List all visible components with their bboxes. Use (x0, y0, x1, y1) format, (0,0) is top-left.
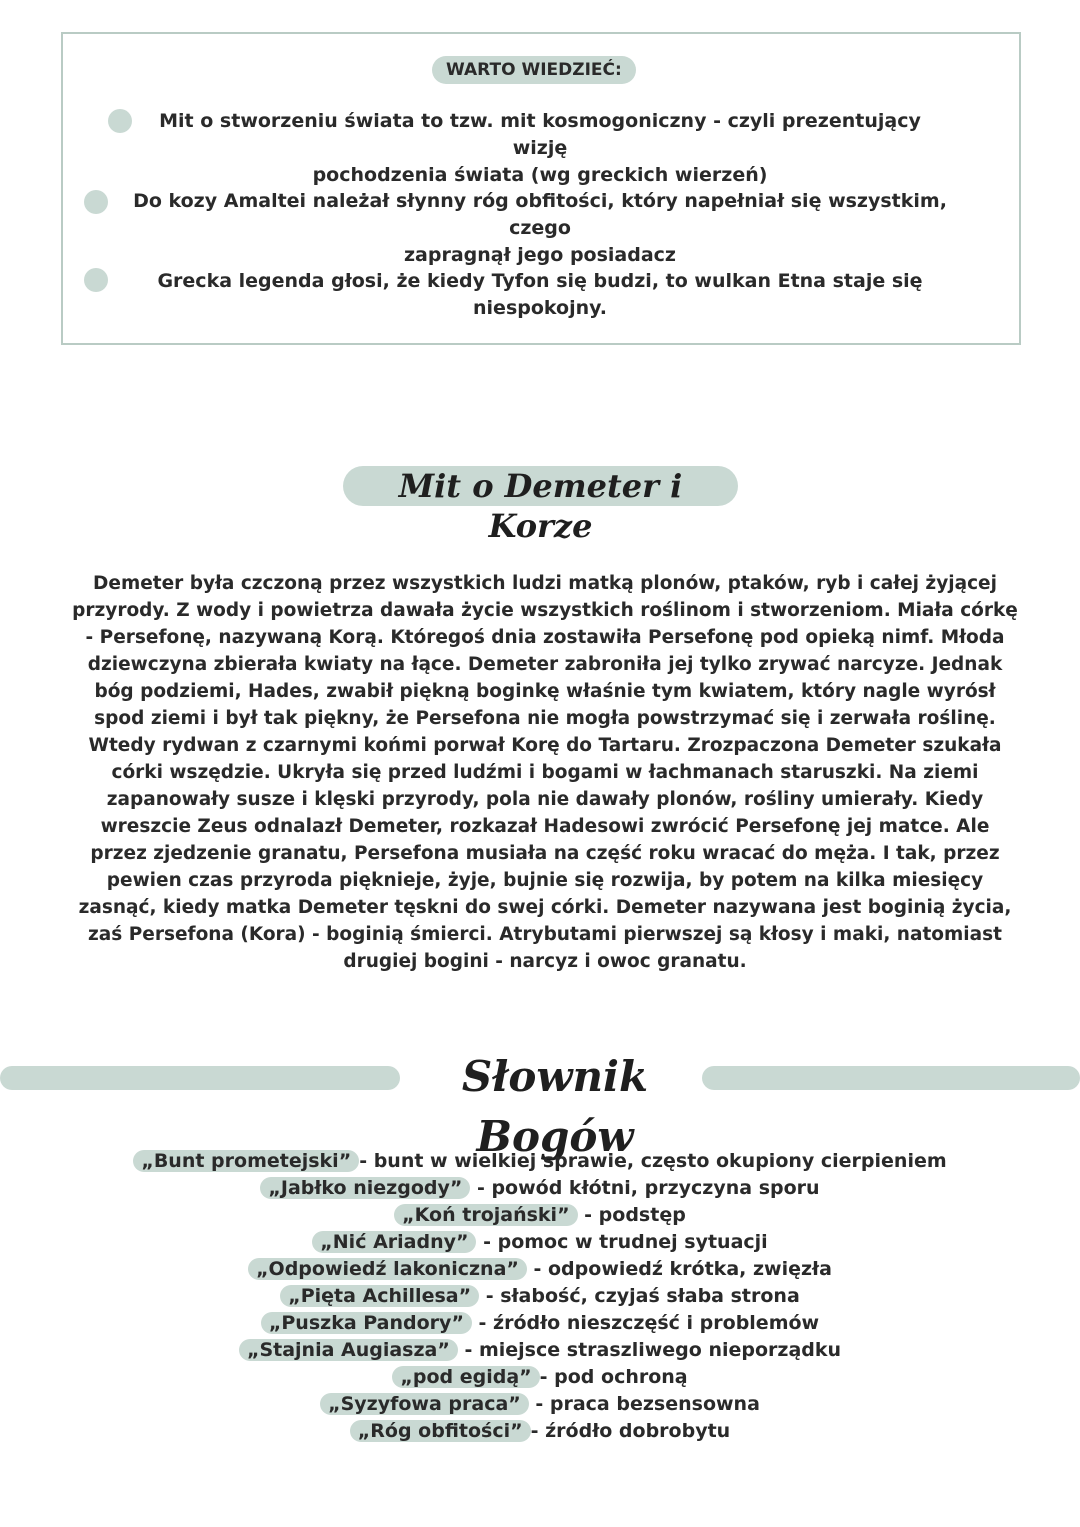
divider-left (0, 1066, 400, 1090)
dictionary-entry (0, 1310, 1080, 1337)
dictionary-definition: - pomoc w trudnej sytuacji (476, 1231, 768, 1253)
fact-2 (110, 188, 970, 269)
dictionary-term: „Koń trojański” (394, 1204, 577, 1226)
dictionary-entry (0, 1337, 1080, 1364)
dictionary-term: „Syzyfowa praca” (320, 1393, 529, 1415)
dictionary-definition: - pod ochroną (539, 1366, 688, 1388)
dictionary-entry (0, 1229, 1080, 1256)
dictionary-definition: - źródło nieszczęść i problemów (471, 1312, 820, 1334)
bullet-icon (84, 268, 108, 292)
dictionary-term: „pod egidą” (392, 1366, 539, 1388)
bullet-icon (108, 109, 132, 133)
dictionary-entry (0, 1391, 1080, 1418)
dictionary-entry (0, 1175, 1080, 1202)
dictionary-term: „Puszka Pandory” (261, 1312, 472, 1334)
fact-1 (130, 108, 950, 189)
fact-2-line2: zapragnął jego posiadacz (404, 244, 676, 266)
dictionary-title: Słownik Bogów (461, 1052, 649, 1161)
dictionary-entry (0, 1283, 1080, 1310)
dictionary-term: „Nić Ariadny” (312, 1231, 476, 1253)
myth-text: Demeter była czczoną przez wszystkich ludzi matką plonów, ptaków, ryb i całej żyjącej przyrody. Z wody i powietrza dawała życie wszystkich roślinom i stworzeniom. Miała córkę - Persefonę, nazywaną Korą. Któregoś dnia zostawiła Persefonę pod opieką nimf. Młoda dziewczyna zbierała kwiaty na łące. Demeter zabroniła jej tylko zrywać narcyze. Jednak bóg podziemi, Hades, zwabił piękną boginkę właśnie tym kwiatem, który nagle wyrósł spod ziemi i był tak piękny, że Persefona nie mogła powstrzymać się i zerwała roślinę. Wtedy rydwan z czarnymi końmi porwał Korę do Tartaru. Zrozpaczona Demeter szukała córki wszędzie. Ukryła się przed ludźmi i bogami w łachmanach staruszki. Na ziemi zapanowały susze i klęski przyrody, pola nie dawały plonów, rośliny umierały. Kiedy wreszcie Zeus odnalazł Demeter, rozkazał Hadesowi zwrócić Persefonę jej matce. Ale przez zjedzenie granatu, Persefona musiała na część roku wracać do męża. I tak, przez pewien czas przyroda pięknieje, żyje, bujnie się rozwija, by potem na kilka miesięcy zasnąć, kiedy matka Demeter tęskni do swej córki. Demeter nazywana jest boginią życia, zaś Persefona (Kora) - boginią śmierci. Atrybutami pierwszej są kłosy i maki, natomiast drugiej bogini - narcyz i owoc granatu. (72, 573, 1018, 972)
fact-2-line1: Do kozy Amaltei należał słynny róg obfitości, który napełniał się wszystkim, czego (133, 190, 947, 239)
dictionary-term: „Stajnia Augiasza” (239, 1339, 458, 1361)
dictionary-entry (0, 1364, 1080, 1391)
dictionary-list (0, 1148, 1080, 1445)
dictionary-term: „Jabłko niezgody” (260, 1177, 470, 1199)
dictionary-term: „Bunt prometejski” (133, 1150, 359, 1172)
dictionary-definition: - miejsce straszliwego nieporządku (457, 1339, 842, 1361)
fact-1-line2: pochodzenia świata (wg greckich wierzeń) (312, 164, 768, 186)
dictionary-term: „Odpowiedź lakoniczna” (248, 1258, 527, 1280)
dictionary-definition: - odpowiedź krótka, zwięzła (526, 1258, 832, 1280)
dictionary-entry (0, 1148, 1080, 1175)
fact-3-line1: Grecka legenda głosi, że kiedy Tyfon się budzi, to wulkan Etna staje się niespokojny. (157, 270, 923, 319)
dictionary-definition: - praca bezsensowna (528, 1393, 760, 1415)
bullet-icon (84, 190, 108, 214)
fact-3 (110, 268, 970, 322)
info-box-title: WARTO WIEDZIEĆ: (432, 56, 636, 84)
dictionary-definition: - słabość, czyjaś słaba strona (479, 1285, 800, 1307)
dictionary-definition: - podstęp (577, 1204, 686, 1226)
divider-right (702, 1066, 1080, 1090)
dictionary-term: „Róg obfitości” (350, 1420, 531, 1442)
dictionary-entry (0, 1418, 1080, 1445)
myth-title: Mit o Demeter i Korze (343, 466, 738, 506)
dictionary-entry (0, 1202, 1080, 1229)
dictionary-definition: - bunt w wielkiej sprawie, często okupiony cierpieniem (359, 1150, 947, 1172)
dictionary-definition: - powód kłótni, przyczyna sporu (470, 1177, 820, 1199)
dictionary-term: „Pięta Achillesa” (280, 1285, 479, 1307)
dictionary-entry (0, 1256, 1080, 1283)
dictionary-definition: - źródło dobrobytu (530, 1420, 731, 1442)
fact-1-line1: Mit o stworzeniu świata to tzw. mit kosmogoniczny - czyli prezentujący wizję (159, 110, 921, 159)
